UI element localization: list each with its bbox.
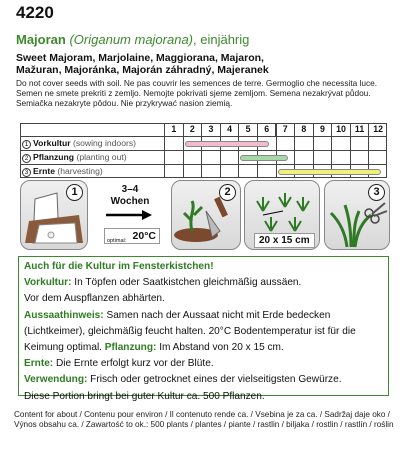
content-note xyxy=(14,410,394,430)
product-code: 4220 xyxy=(16,3,54,22)
use-paragraph: Verwendung: Frisch oder getrocknet eines der vielseitigsten Gewürze. xyxy=(24,374,342,386)
tips-paragraph-2: (Lichtkeimer), gleichmäßig feucht halten. 20°C Bodentemperatur ist für die xyxy=(24,325,356,337)
portion-paragraph: Diese Portion bringt bei guter Kultur ca. 500 Pflanzen. xyxy=(24,390,265,402)
row-number: 1 xyxy=(22,140,31,149)
month-label: 11 xyxy=(350,123,369,136)
month-label: 2 xyxy=(183,123,202,136)
temperature-badge xyxy=(104,228,160,244)
step-number: 3 xyxy=(368,184,385,201)
month-grid-line xyxy=(220,123,221,178)
step-panel-planting xyxy=(171,180,241,250)
title-main: Majoran xyxy=(16,32,66,47)
step-panel-sowing xyxy=(20,180,88,250)
row-hint: (planting out) xyxy=(76,152,127,162)
month-grid-line xyxy=(257,123,258,178)
notes-line: Semiačka nezakryte pôdou. Nie przykrywać nasion ziemią. xyxy=(16,98,233,108)
month-label: 12 xyxy=(368,123,387,136)
month-grid-line xyxy=(276,123,277,178)
row-number: 3 xyxy=(22,168,31,177)
arrow-icon xyxy=(104,209,154,221)
content-line: Content for about / Contenu pour environ / Il contenuto rende ca. / Vsebina je za ca. / Sadržaj daje oko / xyxy=(14,410,390,419)
cultivation-info-box xyxy=(18,256,389,402)
weeks-line: Wochen xyxy=(110,196,150,207)
month-grid-line xyxy=(201,123,202,178)
names-line: Mažuran, Majoránka, Majorán záhradný, Majeranek xyxy=(16,64,269,76)
step-number: 1 xyxy=(66,184,83,201)
calendar-bar xyxy=(240,155,288,161)
month-label: 9 xyxy=(313,123,332,136)
row-hint: (harvesting) xyxy=(57,166,103,176)
spacing-label: 20 x 15 cm xyxy=(254,233,315,248)
month-label: 3 xyxy=(201,123,220,136)
sowing-paragraph-2: Vor dem Auspflanzen abhärten. xyxy=(24,293,165,305)
tips-paragraph: Aussaathinweis: Samen nach der Aussaat nicht mit Erde bedecken xyxy=(24,309,331,321)
month-grid-line xyxy=(183,123,184,178)
month-grid-line xyxy=(238,123,239,178)
common-names xyxy=(16,52,269,76)
weeks-label xyxy=(106,184,154,208)
content-line: Výnos obsahu ca. / Zawartość to ok.: 500 plants / plantes / piante / rastlin / biljaka / rostlin / rastlín / roślin xyxy=(14,420,394,429)
row-label: Vorkultur xyxy=(33,138,71,148)
row-label: Pflanzung xyxy=(33,152,75,162)
sowing-paragraph: Vorkultur: In Töpfen oder Saatkistchen gleichmäßig aussäen. xyxy=(24,277,302,289)
row-label: Ernte xyxy=(33,166,55,176)
month-label: 5 xyxy=(238,123,257,136)
temp-value: 20°C xyxy=(132,230,156,242)
temp-label: optimal: xyxy=(107,238,127,244)
month-grid-line xyxy=(164,123,165,178)
calendar-bar xyxy=(185,141,270,147)
names-line: Sweet Majoram, Marjolaine, Maggiorana, Majaron, xyxy=(16,52,264,64)
harvest-paragraph: Ernte: Die Ernte erfolgt kurz vor der Blüte. xyxy=(24,358,214,370)
notes-line: Do not cover seeds with soil. Ne pas couvrir les semences de terre. Germoglio che necessita luce. xyxy=(16,78,378,88)
tips-paragraph-3: Keimung optimal. Pflanzung: Im Abstand von 20 x 15 cm. xyxy=(24,342,284,354)
month-label: 1 xyxy=(164,123,183,136)
window-box-heading: Auch für die Kultur im Fensterkistchen! xyxy=(24,261,214,272)
calendar-bar xyxy=(278,169,382,175)
month-label: 7 xyxy=(275,123,294,136)
month-label: 6 xyxy=(257,123,276,136)
step-panel-harvest xyxy=(324,180,390,250)
row-number: 2 xyxy=(22,154,31,163)
month-label: 8 xyxy=(294,123,313,136)
month-label: 10 xyxy=(331,123,350,136)
product-title xyxy=(16,32,249,47)
step-number: 2 xyxy=(219,184,236,201)
month-label: 4 xyxy=(220,123,239,136)
notes-line: Semen ne smete prekriti z zemljo. Nemojte pokrivati sjeme zemljom. Semena nezakrývat půdou. xyxy=(16,88,371,98)
weeks-line: 3–4 xyxy=(121,184,139,195)
sowing-notes xyxy=(16,78,377,108)
title-latin: (Origanum majorana) xyxy=(69,32,194,47)
title-suffix: , einjährig xyxy=(193,32,250,47)
row-hint: (sowing indoors) xyxy=(72,138,137,148)
